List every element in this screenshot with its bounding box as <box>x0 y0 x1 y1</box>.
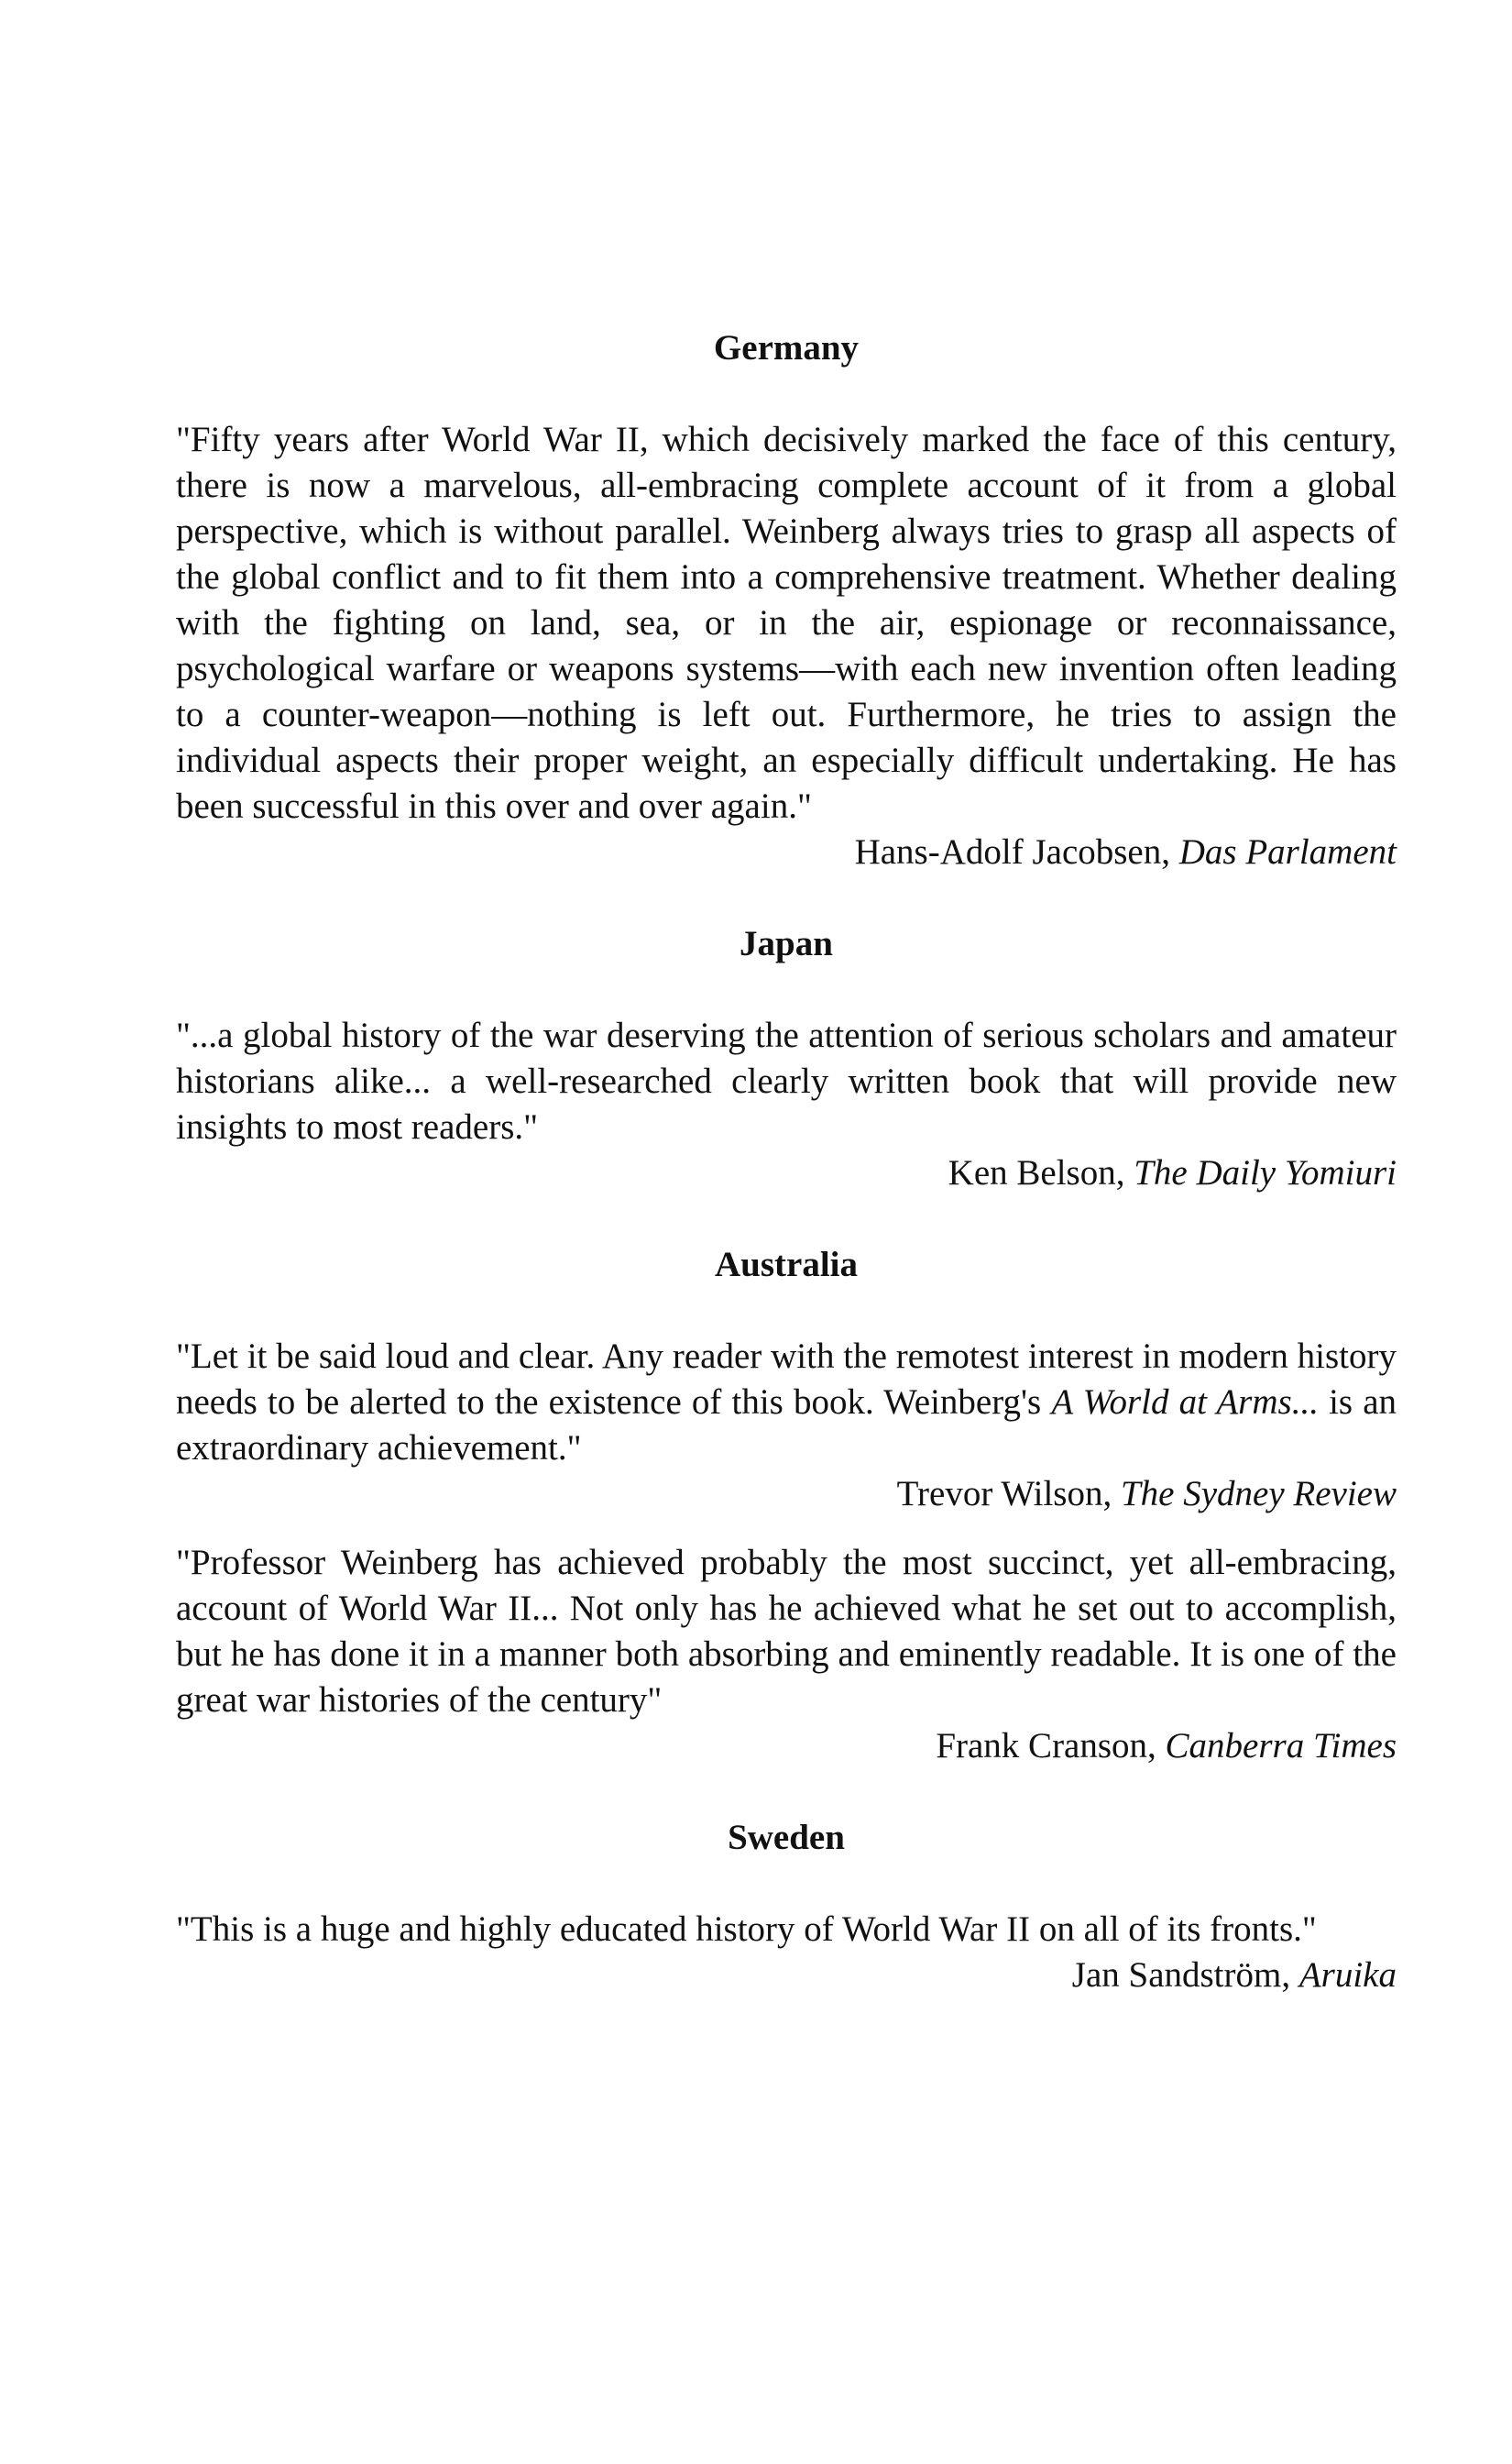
quote-australia-2: "Professor Weinberg has achieved probably the most succinct, yet all-embracing, account of World War II... Not only has he achieved what he set out to accomplish, but he has done it in a manner both absorbing and eminently readable. It is one of the great war histories of the century" <box>176 1543 1397 1720</box>
attribution-source: Canberra Times <box>1165 1726 1397 1766</box>
quote-text: "Let it be said loud and clear. Any reader with the remotest interest in modern history needs to be alerted to the existence of this book. Weinberg's <box>176 1336 1397 1422</box>
attribution-germany <box>176 830 1397 875</box>
attribution-source: Aruika <box>1298 1955 1397 1995</box>
attribution-author: Jan Sandström, <box>1071 1955 1299 1995</box>
section-heading-japan: Japan <box>740 924 833 963</box>
quote-germany: "Fifty years after World War II, which decisively marked the face of this century, there is now a marvelous, all-embracing complete account of it from a global perspective, which is without parallel. Weinberg always tries to grasp all aspects of the global conflict and to fit them into a comprehensive treatment. Whether dealing with the fighting on land, sea, or in the air, espionage or reconnaissance, psychological warfare or weapons systems—with each new invention often leading to a counter-weapon—nothing is left out. Furthermore, he tries to assign the individual aspects their proper weight, an especially difficult undertaking. He has been successful in this over and over again." <box>176 420 1397 826</box>
attribution-australia-1 <box>176 1471 1397 1517</box>
quote-sweden: "This is a huge and highly educated history of World War II on all of its fronts." <box>176 1909 1317 1949</box>
attribution-source: The Daily Yomiuri <box>1134 1153 1397 1193</box>
attribution-source: The Sydney Review <box>1120 1474 1397 1513</box>
review-page <box>176 325 1397 1998</box>
attribution-author: Hans-Adolf Jacobsen, <box>854 832 1179 872</box>
attribution-sweden <box>176 1952 1397 1998</box>
section-heading-germany: Germany <box>713 328 860 368</box>
section-heading-australia: Australia <box>715 1245 858 1284</box>
attribution-australia-2 <box>176 1723 1397 1769</box>
attribution-japan <box>176 1150 1397 1196</box>
attribution-author: Trevor Wilson, <box>896 1474 1121 1513</box>
attribution-source: Das Parlament <box>1178 832 1397 872</box>
attribution-author: Ken Belson, <box>948 1153 1134 1193</box>
attribution-author: Frank Cranson, <box>936 1726 1166 1766</box>
section-heading-sweden: Sweden <box>728 1818 845 1857</box>
quote-australia-1 <box>176 1334 1397 1471</box>
quote-japan: "...a global history of the war deserving the attention of serious scholars and amateur historians alike... a well-researched clearly written book that will provide new insights to most readers." <box>176 1016 1397 1147</box>
quote-text: is an extraordinary achievement." <box>176 1382 1397 1468</box>
quote-book-title: A World at Arms... <box>1051 1382 1319 1422</box>
